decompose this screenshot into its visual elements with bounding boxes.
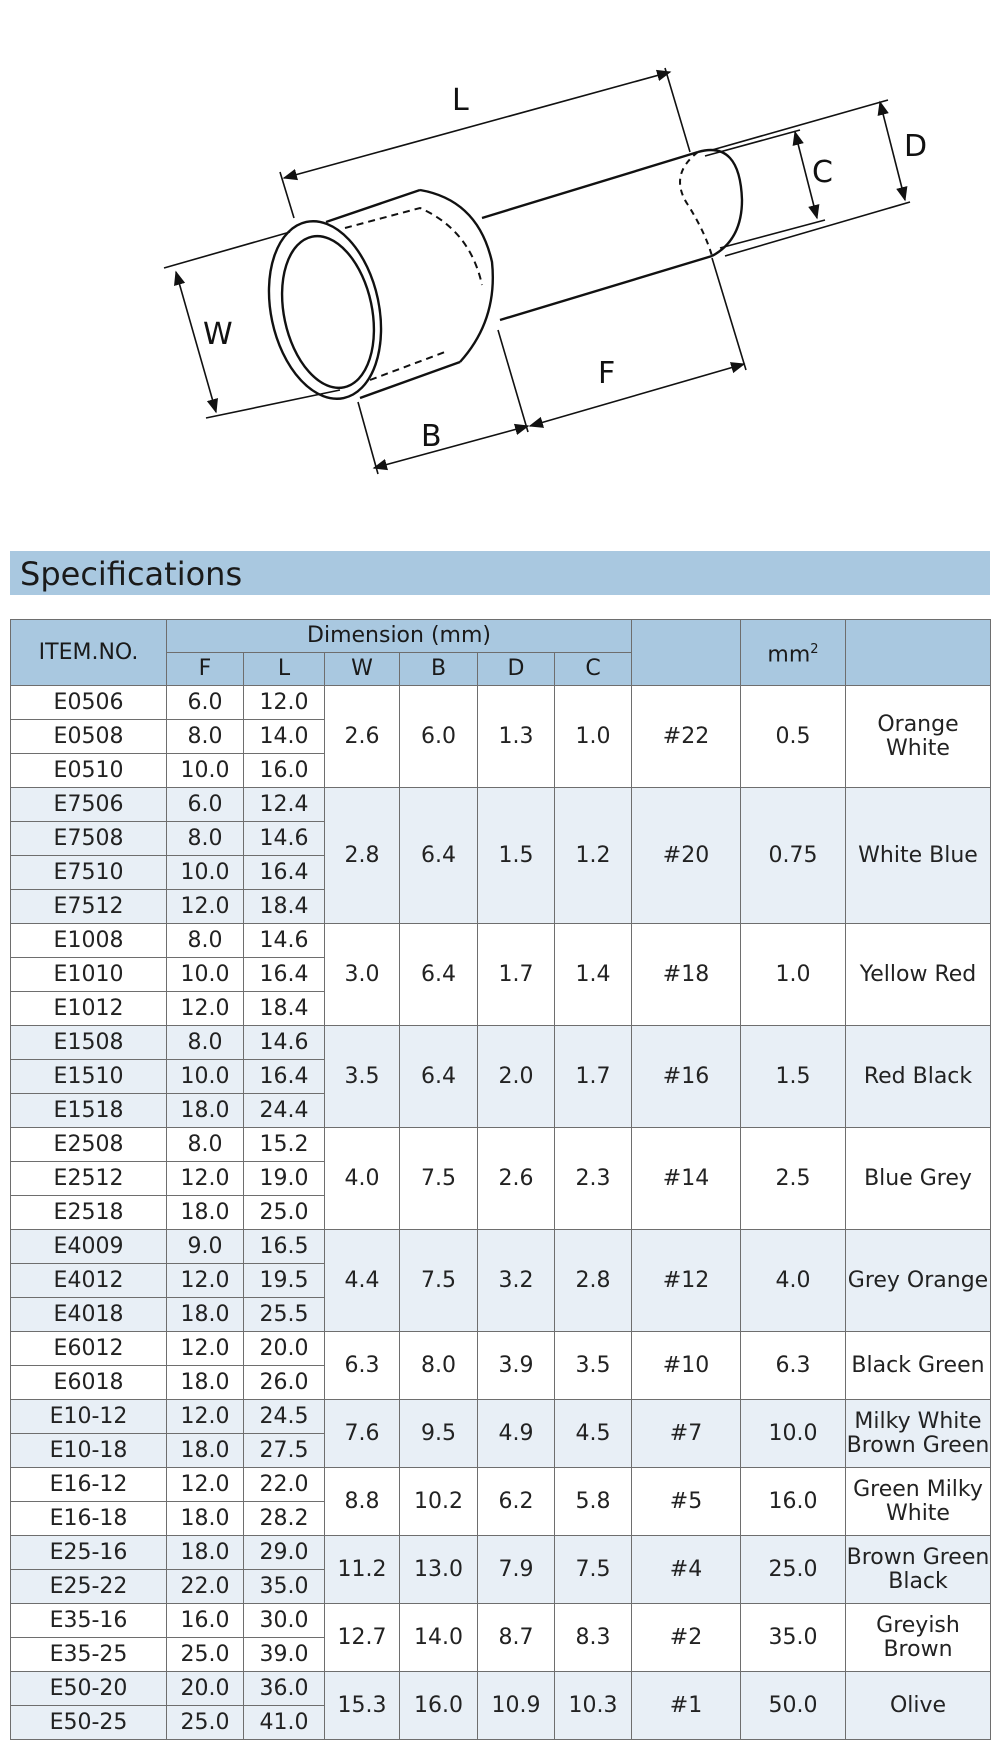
f-cell: 25.0 xyxy=(167,1706,244,1740)
header-L: L xyxy=(244,653,325,686)
f-cell: 12.0 xyxy=(167,1162,244,1196)
color-cell xyxy=(846,1026,991,1128)
dimension-lines xyxy=(164,68,910,474)
item-no-cell: E1508 xyxy=(11,1026,167,1060)
item-no-cell: E16-12 xyxy=(11,1468,167,1502)
item-no-cell: E25-22 xyxy=(11,1570,167,1604)
l-cell: 29.0 xyxy=(244,1536,325,1570)
f-cell: 18.0 xyxy=(167,1094,244,1128)
l-cell: 16.4 xyxy=(244,856,325,890)
l-cell: 35.0 xyxy=(244,1570,325,1604)
table-row xyxy=(11,1604,991,1638)
f-cell: 18.0 xyxy=(167,1298,244,1332)
l-cell: 18.4 xyxy=(244,992,325,1026)
size-group xyxy=(11,1672,991,1740)
header-D: D xyxy=(478,653,555,686)
b-cell: 8.0 xyxy=(400,1332,478,1400)
f-cell: 12.0 xyxy=(167,1400,244,1434)
b-cell: 6.4 xyxy=(400,924,478,1026)
color-line: Brown xyxy=(883,1636,953,1662)
l-cell: 16.0 xyxy=(244,754,325,788)
mm2-cell: 1.5 xyxy=(741,1026,846,1128)
dimension-label-W: W xyxy=(203,317,233,352)
l-cell: 24.4 xyxy=(244,1094,325,1128)
item-no-cell: E1010 xyxy=(11,958,167,992)
f-cell: 10.0 xyxy=(167,1060,244,1094)
l-cell: 25.5 xyxy=(244,1298,325,1332)
color-cell xyxy=(846,686,991,788)
awg-cell: #14 xyxy=(632,1128,741,1230)
w-cell: 12.7 xyxy=(325,1604,400,1672)
awg-cell: #20 xyxy=(632,788,741,924)
f-cell: 22.0 xyxy=(167,1570,244,1604)
l-cell: 12.4 xyxy=(244,788,325,822)
item-no-cell: E1518 xyxy=(11,1094,167,1128)
mm2-cell: 50.0 xyxy=(741,1672,846,1740)
c-cell: 7.5 xyxy=(555,1536,632,1604)
d-cell: 2.6 xyxy=(478,1128,555,1230)
d-cell: 10.9 xyxy=(478,1672,555,1740)
b-cell: 14.0 xyxy=(400,1604,478,1672)
l-cell: 14.6 xyxy=(244,924,325,958)
b-cell: 13.0 xyxy=(400,1536,478,1604)
l-cell: 28.2 xyxy=(244,1502,325,1536)
header-color xyxy=(846,620,991,686)
table-row xyxy=(11,686,991,720)
awg-cell: #1 xyxy=(632,1672,741,1740)
w-cell: 7.6 xyxy=(325,1400,400,1468)
l-cell: 19.0 xyxy=(244,1162,325,1196)
section-title: Specifications xyxy=(20,555,243,593)
l-cell: 14.0 xyxy=(244,720,325,754)
l-cell: 24.5 xyxy=(244,1400,325,1434)
d-cell: 1.5 xyxy=(478,788,555,924)
item-no-cell: E16-18 xyxy=(11,1502,167,1536)
w-cell: 15.3 xyxy=(325,1672,400,1740)
color-cell xyxy=(846,1536,991,1604)
c-cell: 1.0 xyxy=(555,686,632,788)
w-cell: 2.8 xyxy=(325,788,400,924)
item-no-cell: E4018 xyxy=(11,1298,167,1332)
f-cell: 12.0 xyxy=(167,890,244,924)
mm2-cell: 0.75 xyxy=(741,788,846,924)
color-cell xyxy=(846,1332,991,1400)
color-cell xyxy=(846,1128,991,1230)
header-B: B xyxy=(400,653,478,686)
header-F: F xyxy=(167,653,244,686)
mm2-cell: 6.3 xyxy=(741,1332,846,1400)
w-cell: 2.6 xyxy=(325,686,400,788)
table-header xyxy=(11,620,991,686)
table-row xyxy=(11,1536,991,1570)
item-no-cell: E6012 xyxy=(11,1332,167,1366)
header-C: C xyxy=(555,653,632,686)
l-cell: 36.0 xyxy=(244,1672,325,1706)
c-cell: 8.3 xyxy=(555,1604,632,1672)
item-no-cell: E4009 xyxy=(11,1230,167,1264)
f-cell: 12.0 xyxy=(167,992,244,1026)
c-cell: 1.4 xyxy=(555,924,632,1026)
color-line: White xyxy=(886,1500,950,1526)
b-cell: 16.0 xyxy=(400,1672,478,1740)
size-group xyxy=(11,788,991,924)
color-cell xyxy=(846,1468,991,1536)
color-line: Red Black xyxy=(863,1063,973,1089)
item-no-cell: E7506 xyxy=(11,788,167,822)
size-group xyxy=(11,686,991,788)
w-cell: 8.8 xyxy=(325,1468,400,1536)
w-cell: 4.4 xyxy=(325,1230,400,1332)
color-line: Black xyxy=(888,1568,948,1594)
item-no-cell: E0510 xyxy=(11,754,167,788)
dimension-label-C: C xyxy=(812,155,833,190)
l-cell: 27.5 xyxy=(244,1434,325,1468)
f-cell: 9.0 xyxy=(167,1230,244,1264)
specifications-table xyxy=(10,619,991,1740)
size-group xyxy=(11,924,991,1026)
ferrule-outline xyxy=(253,147,748,409)
dimension-label-B: B xyxy=(421,419,442,454)
awg-cell: #2 xyxy=(632,1604,741,1672)
table-row xyxy=(11,924,991,958)
l-cell: 15.2 xyxy=(244,1128,325,1162)
color-cell xyxy=(846,1230,991,1332)
c-cell: 2.8 xyxy=(555,1230,632,1332)
table-row xyxy=(11,1672,991,1706)
f-cell: 8.0 xyxy=(167,1128,244,1162)
item-no-cell: E7508 xyxy=(11,822,167,856)
b-cell: 6.4 xyxy=(400,1026,478,1128)
item-no-cell: E25-16 xyxy=(11,1536,167,1570)
c-cell: 1.7 xyxy=(555,1026,632,1128)
item-no-cell: E2518 xyxy=(11,1196,167,1230)
b-cell: 9.5 xyxy=(400,1400,478,1468)
color-line: Greyish xyxy=(876,1612,960,1638)
specifications-header xyxy=(10,551,990,595)
mm2-cell: 10.0 xyxy=(741,1400,846,1468)
item-no-cell: E35-25 xyxy=(11,1638,167,1672)
table-row xyxy=(11,1230,991,1264)
l-cell: 39.0 xyxy=(244,1638,325,1672)
color-line: Olive xyxy=(889,1692,947,1718)
awg-cell: #7 xyxy=(632,1400,741,1468)
w-cell: 3.5 xyxy=(325,1026,400,1128)
l-cell: 16.4 xyxy=(244,1060,325,1094)
f-cell: 6.0 xyxy=(167,788,244,822)
b-cell: 7.5 xyxy=(400,1230,478,1332)
c-cell: 4.5 xyxy=(555,1400,632,1468)
f-cell: 10.0 xyxy=(167,754,244,788)
l-cell: 41.0 xyxy=(244,1706,325,1740)
header-W: W xyxy=(325,653,400,686)
item-no-cell: E6018 xyxy=(11,1366,167,1400)
color-line: Grey Orange xyxy=(847,1267,989,1293)
table-row xyxy=(11,1332,991,1366)
w-cell: 11.2 xyxy=(325,1536,400,1604)
header-mm2-sup: 2 xyxy=(810,641,819,657)
awg-cell: #5 xyxy=(632,1468,741,1536)
d-cell: 1.3 xyxy=(478,686,555,788)
b-cell: 6.0 xyxy=(400,686,478,788)
item-no-cell: E50-20 xyxy=(11,1672,167,1706)
awg-cell: #10 xyxy=(632,1332,741,1400)
awg-cell: #18 xyxy=(632,924,741,1026)
f-cell: 8.0 xyxy=(167,924,244,958)
table-row xyxy=(11,1400,991,1434)
f-cell: 12.0 xyxy=(167,1468,244,1502)
header-mm2-base: mm xyxy=(767,642,811,668)
item-no-cell: E2508 xyxy=(11,1128,167,1162)
dimension-label-D: D xyxy=(904,129,928,164)
d-cell: 7.9 xyxy=(478,1536,555,1604)
item-no-cell: E1510 xyxy=(11,1060,167,1094)
d-cell: 2.0 xyxy=(478,1026,555,1128)
item-no-cell: E0508 xyxy=(11,720,167,754)
color-line: White xyxy=(886,735,950,761)
item-no-cell: E10-18 xyxy=(11,1434,167,1468)
f-cell: 8.0 xyxy=(167,1026,244,1060)
item-no-cell: E7510 xyxy=(11,856,167,890)
f-cell: 18.0 xyxy=(167,1434,244,1468)
l-cell: 30.0 xyxy=(244,1604,325,1638)
color-cell xyxy=(846,788,991,924)
table-row xyxy=(11,788,991,822)
item-no-cell: E7512 xyxy=(11,890,167,924)
table-row xyxy=(11,1026,991,1060)
l-cell: 26.0 xyxy=(244,1366,325,1400)
mm2-cell: 2.5 xyxy=(741,1128,846,1230)
c-cell: 2.3 xyxy=(555,1128,632,1230)
color-cell xyxy=(846,924,991,1026)
c-cell: 10.3 xyxy=(555,1672,632,1740)
item-no-cell: E1012 xyxy=(11,992,167,1026)
header-awg xyxy=(632,620,741,686)
b-cell: 10.2 xyxy=(400,1468,478,1536)
l-cell: 22.0 xyxy=(244,1468,325,1502)
color-line: Black Green xyxy=(851,1352,985,1378)
d-cell: 3.9 xyxy=(478,1332,555,1400)
l-cell: 19.5 xyxy=(244,1264,325,1298)
color-cell xyxy=(846,1604,991,1672)
d-cell: 8.7 xyxy=(478,1604,555,1672)
awg-cell: #22 xyxy=(632,686,741,788)
f-cell: 20.0 xyxy=(167,1672,244,1706)
f-cell: 8.0 xyxy=(167,720,244,754)
size-group xyxy=(11,1026,991,1128)
awg-cell: #4 xyxy=(632,1536,741,1604)
f-cell: 25.0 xyxy=(167,1638,244,1672)
f-cell: 8.0 xyxy=(167,822,244,856)
size-group xyxy=(11,1536,991,1604)
size-group xyxy=(11,1400,991,1468)
f-cell: 16.0 xyxy=(167,1604,244,1638)
d-cell: 3.2 xyxy=(478,1230,555,1332)
w-cell: 4.0 xyxy=(325,1128,400,1230)
header-mm2 xyxy=(741,620,846,686)
size-group xyxy=(11,1604,991,1672)
d-cell: 4.9 xyxy=(478,1400,555,1468)
l-cell: 14.6 xyxy=(244,822,325,856)
item-no-cell: E2512 xyxy=(11,1162,167,1196)
mm2-cell: 4.0 xyxy=(741,1230,846,1332)
table-row xyxy=(11,1468,991,1502)
f-cell: 10.0 xyxy=(167,958,244,992)
awg-cell: #16 xyxy=(632,1026,741,1128)
mm2-cell: 0.5 xyxy=(741,686,846,788)
dimension-label-F: F xyxy=(598,356,616,391)
l-cell: 20.0 xyxy=(244,1332,325,1366)
w-cell: 6.3 xyxy=(325,1332,400,1400)
size-group xyxy=(11,1332,991,1400)
c-cell: 5.8 xyxy=(555,1468,632,1536)
d-cell: 1.7 xyxy=(478,924,555,1026)
size-group xyxy=(11,1128,991,1230)
color-cell xyxy=(846,1672,991,1740)
color-line: White Blue xyxy=(858,842,978,868)
size-group xyxy=(11,1468,991,1536)
item-no-cell: E50-25 xyxy=(11,1706,167,1740)
f-cell: 18.0 xyxy=(167,1366,244,1400)
dimension-label-L: L xyxy=(452,83,469,118)
f-cell: 10.0 xyxy=(167,856,244,890)
f-cell: 6.0 xyxy=(167,686,244,720)
item-no-cell: E10-12 xyxy=(11,1400,167,1434)
color-line: Orange xyxy=(877,711,959,737)
f-cell: 12.0 xyxy=(167,1264,244,1298)
color-line: Brown Green xyxy=(846,1544,990,1570)
mm2-cell: 1.0 xyxy=(741,924,846,1026)
item-no-cell: E0506 xyxy=(11,686,167,720)
f-cell: 18.0 xyxy=(167,1196,244,1230)
item-no-cell: E4012 xyxy=(11,1264,167,1298)
color-line: Yellow Red xyxy=(859,961,977,987)
l-cell: 16.4 xyxy=(244,958,325,992)
mm2-cell: 16.0 xyxy=(741,1468,846,1536)
w-cell: 3.0 xyxy=(325,924,400,1026)
color-line: Brown Green xyxy=(846,1432,990,1458)
l-cell: 12.0 xyxy=(244,686,325,720)
item-no-cell: E35-16 xyxy=(11,1604,167,1638)
d-cell: 6.2 xyxy=(478,1468,555,1536)
f-cell: 12.0 xyxy=(167,1332,244,1366)
table-row xyxy=(11,1128,991,1162)
mm2-cell: 25.0 xyxy=(741,1536,846,1604)
l-cell: 18.4 xyxy=(244,890,325,924)
l-cell: 16.5 xyxy=(244,1230,325,1264)
color-line: Blue Grey xyxy=(864,1165,972,1191)
color-line: Green Milky xyxy=(853,1476,983,1502)
header-item-no: ITEM.NO. xyxy=(11,620,167,686)
size-group xyxy=(11,1230,991,1332)
color-cell xyxy=(846,1400,991,1468)
header-dimension: Dimension (mm) xyxy=(167,620,632,653)
mm2-cell: 35.0 xyxy=(741,1604,846,1672)
color-line: Milky White xyxy=(854,1408,982,1434)
b-cell: 7.5 xyxy=(400,1128,478,1230)
c-cell: 3.5 xyxy=(555,1332,632,1400)
ferrule-dimension-diagram xyxy=(0,0,1000,530)
c-cell: 1.2 xyxy=(555,788,632,924)
l-cell: 14.6 xyxy=(244,1026,325,1060)
f-cell: 18.0 xyxy=(167,1536,244,1570)
awg-cell: #12 xyxy=(632,1230,741,1332)
f-cell: 18.0 xyxy=(167,1502,244,1536)
item-no-cell: E1008 xyxy=(11,924,167,958)
l-cell: 25.0 xyxy=(244,1196,325,1230)
b-cell: 6.4 xyxy=(400,788,478,924)
